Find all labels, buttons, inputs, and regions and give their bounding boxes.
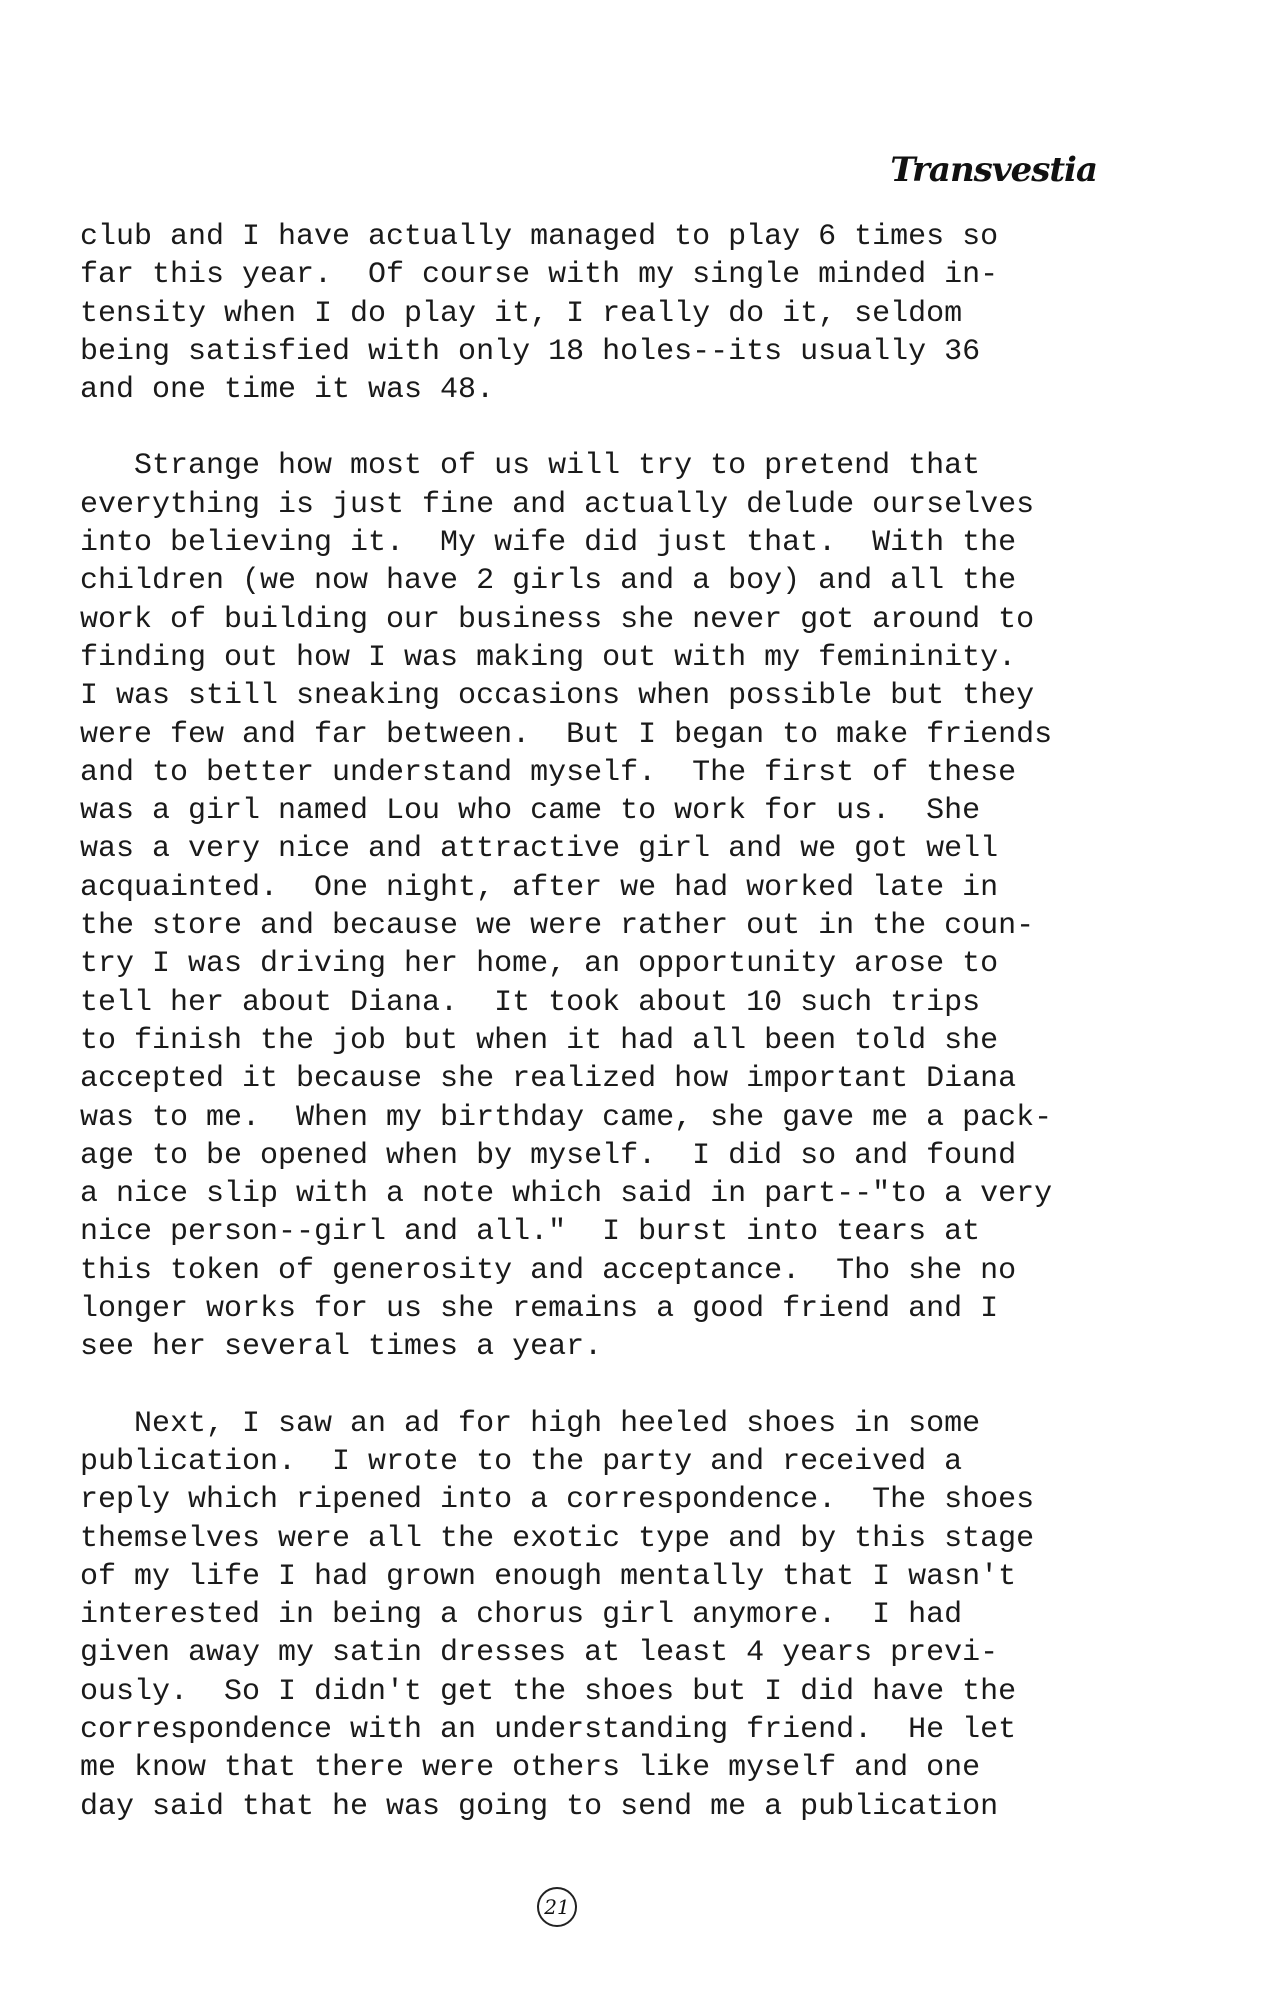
text-line: interested in being a chorus girl anymore. I had xyxy=(80,1598,963,1633)
text-line: I was still sneaking occasions when possible but they xyxy=(80,679,1035,714)
text-line: this token of generosity and acceptance. Tho she no xyxy=(80,1253,1017,1288)
text-line: reply which ripened into a correspondence. The shoes xyxy=(80,1483,1035,1518)
text-line: Next, I saw an ad for high heeled shoes in some xyxy=(80,1406,981,1441)
text-line: tell her about Diana. It took about 10 such trips xyxy=(80,985,981,1020)
masthead-title: Transvestia xyxy=(890,150,1097,190)
text-line: themselves were all the exotic type and by this stage xyxy=(80,1521,1035,1556)
text-line: work of building our business she never got around to xyxy=(80,602,1035,637)
text-line: me know that there were others like myself and one xyxy=(80,1751,981,1786)
text-line: publication. I wrote to the party and received a xyxy=(80,1444,963,1479)
text-line: tensity when I do play it, I really do it, seldom xyxy=(80,296,963,331)
text-line: was a very nice and attractive girl and we got well xyxy=(80,832,999,867)
text-line: nice person--girl and all." I burst into tears at xyxy=(80,1215,981,1250)
text-line: was a girl named Lou who came to work for us. She xyxy=(80,794,981,829)
paragraph-1 xyxy=(80,218,1200,409)
text-line: ously. So I didn't get the shoes but I did have the xyxy=(80,1674,1017,1709)
text-line: Strange how most of us will try to pretend that xyxy=(80,449,981,484)
text-line: everything is just fine and actually delude ourselves xyxy=(80,487,1035,522)
text-line: try I was driving her home, an opportunity arose to xyxy=(80,947,999,982)
paragraph-2 xyxy=(80,447,1200,1366)
paragraph-3 xyxy=(80,1405,1200,1826)
text-line: far this year. Of course with my single minded in- xyxy=(80,258,999,293)
text-line: see her several times a year. xyxy=(80,1330,603,1365)
text-line: children (we now have 2 girls and a boy) and all the xyxy=(80,564,1017,599)
text-line: and one time it was 48. xyxy=(80,373,495,408)
text-line: longer works for us she remains a good friend and I xyxy=(80,1292,999,1327)
text-line: of my life I had grown enough mentally that I wasn't xyxy=(80,1559,1017,1594)
page-number: 21 xyxy=(537,1887,577,1927)
text-line: the store and because we were rather out in the coun- xyxy=(80,909,1035,944)
text-line: accepted it because she realized how important Diana xyxy=(80,1062,1017,1097)
text-line: to finish the job but when it had all been told she xyxy=(80,1023,999,1058)
text-line: correspondence with an understanding friend. He let xyxy=(80,1712,1017,1747)
text-line: club and I have actually managed to play 6 times so xyxy=(80,220,999,254)
text-line: being satisfied with only 18 holes--its usually 36 xyxy=(80,334,981,369)
text-line: finding out how I was making out with my femininity. xyxy=(80,640,1017,675)
text-line: age to be opened when by myself. I did so and found xyxy=(80,1138,1017,1173)
body-text xyxy=(80,218,1200,1864)
text-line: and to better understand myself. The first of these xyxy=(80,755,1017,790)
text-line: into believing it. My wife did just that. With the xyxy=(80,526,1017,561)
text-line: given away my satin dresses at least 4 years previ- xyxy=(80,1636,999,1671)
text-line: were few and far between. But I began to make friends xyxy=(80,717,1053,752)
text-line: was to me. When my birthday came, she gave me a pack- xyxy=(80,1100,1053,1135)
text-line: acquainted. One night, after we had worked late in xyxy=(80,870,999,905)
text-line: day said that he was going to send me a publication xyxy=(80,1789,999,1824)
text-line: a nice slip with a note which said in part--"to a very xyxy=(80,1177,1053,1212)
